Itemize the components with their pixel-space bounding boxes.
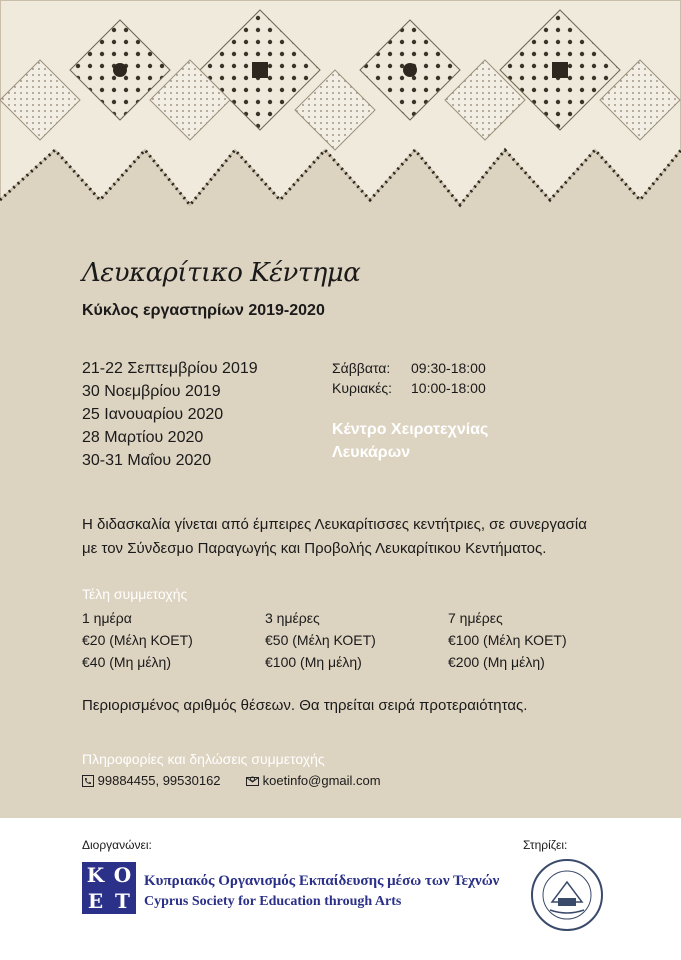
schedule-day-saturday: Σάββατα: <box>332 360 391 376</box>
contact-heading: Πληροφορίες και δηλώσεις συμμετοχής <box>82 751 325 767</box>
workshop-date: 25 Ιανουαρίου 2020 <box>82 406 224 423</box>
workshop-date: 21-22 Σεπτεμβρίου 2019 <box>82 360 258 377</box>
org-name-english: Cyprus Society for Education through Arts <box>144 894 402 909</box>
organizer-label: Διοργανώνει: <box>82 838 152 852</box>
schedule-hours-sunday: 10:00-18:00 <box>411 380 486 396</box>
schedule-hours-saturday: 09:30-18:00 <box>411 360 486 376</box>
fee-members: €100 (Μέλη ΚΟΕΤ) <box>448 632 567 648</box>
fee-column-label: 1 ημέρα <box>82 610 132 626</box>
contact-email <box>246 773 381 790</box>
fee-column-label: 7 ημέρες <box>448 610 503 626</box>
municipality-seal <box>530 858 604 932</box>
workshop-date: 30-31 Μαΐου 2020 <box>82 452 212 469</box>
fee-members: €50 (Μέλη ΚΟΕΤ) <box>265 632 376 648</box>
description-line: με τον Σύνδεσμο Παραγωγής και Προβολής Λευκαρίτικου Κεντήματος. <box>82 540 547 557</box>
koet-logo <box>82 862 136 914</box>
limited-seats-notice: Περιορισμένος αριθμός θέσεων. Θα τηρείται σειρά προτεραιότητας. <box>82 697 528 714</box>
fee-non-members: €100 (Μη μέλη) <box>265 654 362 670</box>
lace-embroidery-image <box>0 0 681 240</box>
contact-phone <box>82 773 221 790</box>
page-title: Λευκαρίτικο Κέντημα <box>82 258 361 288</box>
fee-non-members: €200 (Μη μέλη) <box>448 654 545 670</box>
subtitle: Κύκλος εργαστηρίων 2019-2020 <box>82 302 325 319</box>
venue-line: Κέντρο Χειροτεχνίας <box>332 421 489 438</box>
org-name-greek: Κυπριακός Οργανισμός Εκπαίδευσης μέσω των Τεχνών <box>144 873 500 889</box>
workshop-date: 28 Μαρτίου 2020 <box>82 429 204 446</box>
footer <box>0 818 681 960</box>
fee-non-members: €40 (Μη μέλη) <box>82 654 172 670</box>
logo-letter: Κ <box>86 863 105 887</box>
venue-line: Λευκάρων <box>332 444 411 461</box>
email-icon <box>246 775 259 790</box>
schedule-day-sunday: Κυριακές: <box>332 380 393 396</box>
phone-icon <box>82 775 94 790</box>
fees-heading: Τέλη συμμετοχής <box>82 586 188 602</box>
description-line: Η διδασκαλία γίνεται από έμπειρες Λευκαρίτισσες κεντήτριες, σε συνεργασία <box>82 516 587 533</box>
email-link[interactable]: koetinfo@gmail.com <box>262 773 381 788</box>
supporter-label: Στηρίζει: <box>523 838 568 852</box>
logo-letter: Ε <box>87 889 104 913</box>
phone-numbers[interactable]: 99884455, 99530162 <box>97 773 221 788</box>
fee-column-label: 3 ημέρες <box>265 610 320 626</box>
logo-letter: Ο <box>113 863 132 887</box>
fee-members: €20 (Μέλη ΚΟΕΤ) <box>82 632 193 648</box>
workshop-date: 30 Νοεμβρίου 2019 <box>82 383 221 400</box>
logo-letter: Τ <box>115 889 130 913</box>
